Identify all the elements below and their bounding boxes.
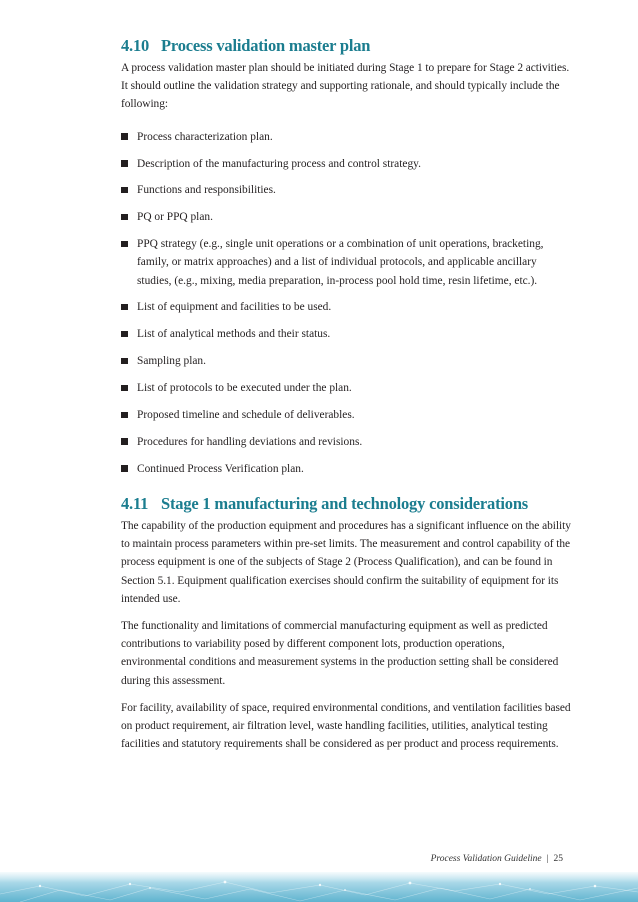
- section-number: 4.10: [121, 36, 150, 55]
- list-item: Continued Process Verification plan.: [121, 460, 571, 478]
- footer-document-title: Process Validation Guideline: [430, 854, 542, 864]
- list-item: Proposed timeline and schedule of deliverables.: [121, 406, 571, 424]
- list-item: Functions and responsibilities.: [121, 181, 571, 199]
- list-item: Process characterization plan.: [121, 128, 571, 146]
- section-intro: A process validation master plan should be initiated during Stage 1 to prepare for Stage 2 activities. It should outline the validation strategy and supporting rationale, and should typically include the following:: [121, 62, 570, 111]
- list-item: PPQ strategy (e.g., single unit operations or a combination of unit operations, bracketing, family, or matrix approaches) and a list of individual protocols, and applicable ancillary studies, (e.g., mixing, media preparation, in-process pool hold time, resin lifetime, etc.).: [121, 235, 571, 290]
- body-paragraph: The functionality and limitations of commercial manufacturing equipment as well as predicted contributions to variability posed by different component lots, production operations, environmental conditions and measurement systems in the production setting shall be considered during this assessment.: [121, 620, 559, 687]
- list-item: List of analytical methods and their status.: [121, 325, 571, 343]
- page-number: 25: [553, 854, 563, 864]
- list-item: Description of the manufacturing process and control strategy.: [121, 155, 571, 173]
- footer-separator: |: [546, 854, 549, 864]
- section-heading-4-10: [121, 36, 571, 56]
- body-paragraph: The capability of the production equipment and procedures has a significant influence on the ability to maintain process parameters within pre-set limits. The measurement and control capability of the process equipment is one of the subjects of Stage 2 (Process Qualification), and can be found in Section 5.1. Equipment qualification exercises should confirm the suitability of equipment for its intended use.: [121, 520, 571, 605]
- decorative-footer-band: [0, 872, 638, 902]
- plan-contents-list: [121, 128, 571, 478]
- list-item: List of protocols to be executed under the plan.: [121, 379, 571, 397]
- body-paragraph: For facility, availability of space, required environmental conditions, and ventilation facilities based on product requirement, air filtration level, waste handling facilities, utilities, analytical testing facilities and statutory requirements shall be considered as per product and process requirements.: [121, 701, 571, 751]
- list-item: Procedures for handling deviations and revisions.: [121, 433, 571, 451]
- list-item: Sampling plan.: [121, 352, 571, 370]
- list-item: PQ or PPQ plan.: [121, 208, 571, 226]
- section-number: 4.11: [121, 494, 149, 514]
- section-title: Stage 1 manufacturing and technology considerations: [161, 494, 529, 514]
- section-title: Process validation master plan: [161, 36, 371, 55]
- page-content: [121, 36, 571, 753]
- page-footer: [431, 854, 563, 864]
- list-item: List of equipment and facilities to be used.: [121, 298, 571, 316]
- section-heading-4-11: [121, 494, 571, 514]
